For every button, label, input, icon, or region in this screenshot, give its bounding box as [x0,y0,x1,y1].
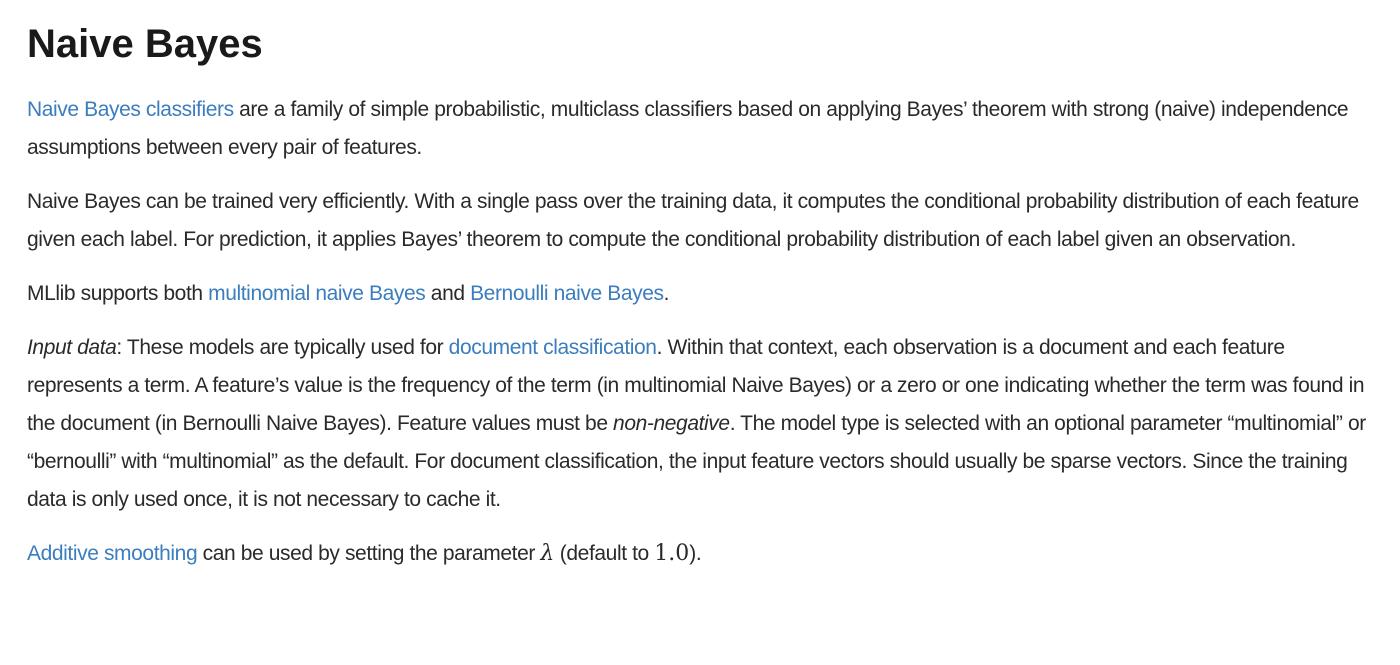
page-title: Naive Bayes [27,22,263,66]
doc-content [27,91,1372,573]
text-run: can be used by setting the parameter [197,542,541,565]
text-run: . [663,282,670,305]
doc-paragraph [27,183,1372,259]
default-value: 1.0 [654,541,690,566]
additive-smoothing-link[interactable]: Additive smoothing [27,542,198,565]
text-run: . Within that context, each observation is a document and each feature represents a term. A feature’s value is the frequency of the term (in multinomial Naive Bayes) or a zero or one indicating whether the term was found in the document (in Bernoulli Naive Bayes). Feature values must be [27,336,1365,435]
lambda-symbol: λ [540,541,555,566]
document-classification-link[interactable]: document classification [448,336,657,359]
naive-bayes-classifiers-link[interactable]: Naive Bayes classifiers [27,98,234,121]
multinomial-naive-bayes-link[interactable]: multinomial naive Bayes [208,282,426,305]
non-negative-emphasis: non-negative [613,412,730,435]
input-data-emphasis: Input data [27,336,117,359]
text-run: . The model type is selected with an optional parameter “multinomial” or “bernoulli” with “multinomial” as the default. For document classification, the input feature vectors should usually be sparse vectors. Since the training data is only used once, it is not necessary to cache it. [27,412,1366,511]
text-run: and [425,282,471,305]
text-run: ). [689,542,702,565]
bernoulli-naive-bayes-link[interactable]: Bernoulli naive Bayes [470,282,664,305]
text-run: MLlib supports both [27,282,209,305]
doc-paragraph [27,329,1372,519]
text-run: are a family of simple probabilistic, multiclass classifiers based on applying Bayes’ theorem with strong (naive) independence assumptions between every pair of features. [27,98,1349,159]
doc-paragraph [27,91,1372,167]
text-run: : These models are typically used for [116,336,449,359]
text-run: (default to [554,542,655,565]
doc-paragraph [27,535,1372,573]
text-run: Naive Bayes can be trained very efficiently. With a single pass over the training data, it computes the conditional probability distribution of each feature given each label. For prediction, it applies Bayes’ theorem to compute the conditional probability distribution of each label given an observation. [27,190,1359,251]
doc-paragraph [27,275,1372,313]
